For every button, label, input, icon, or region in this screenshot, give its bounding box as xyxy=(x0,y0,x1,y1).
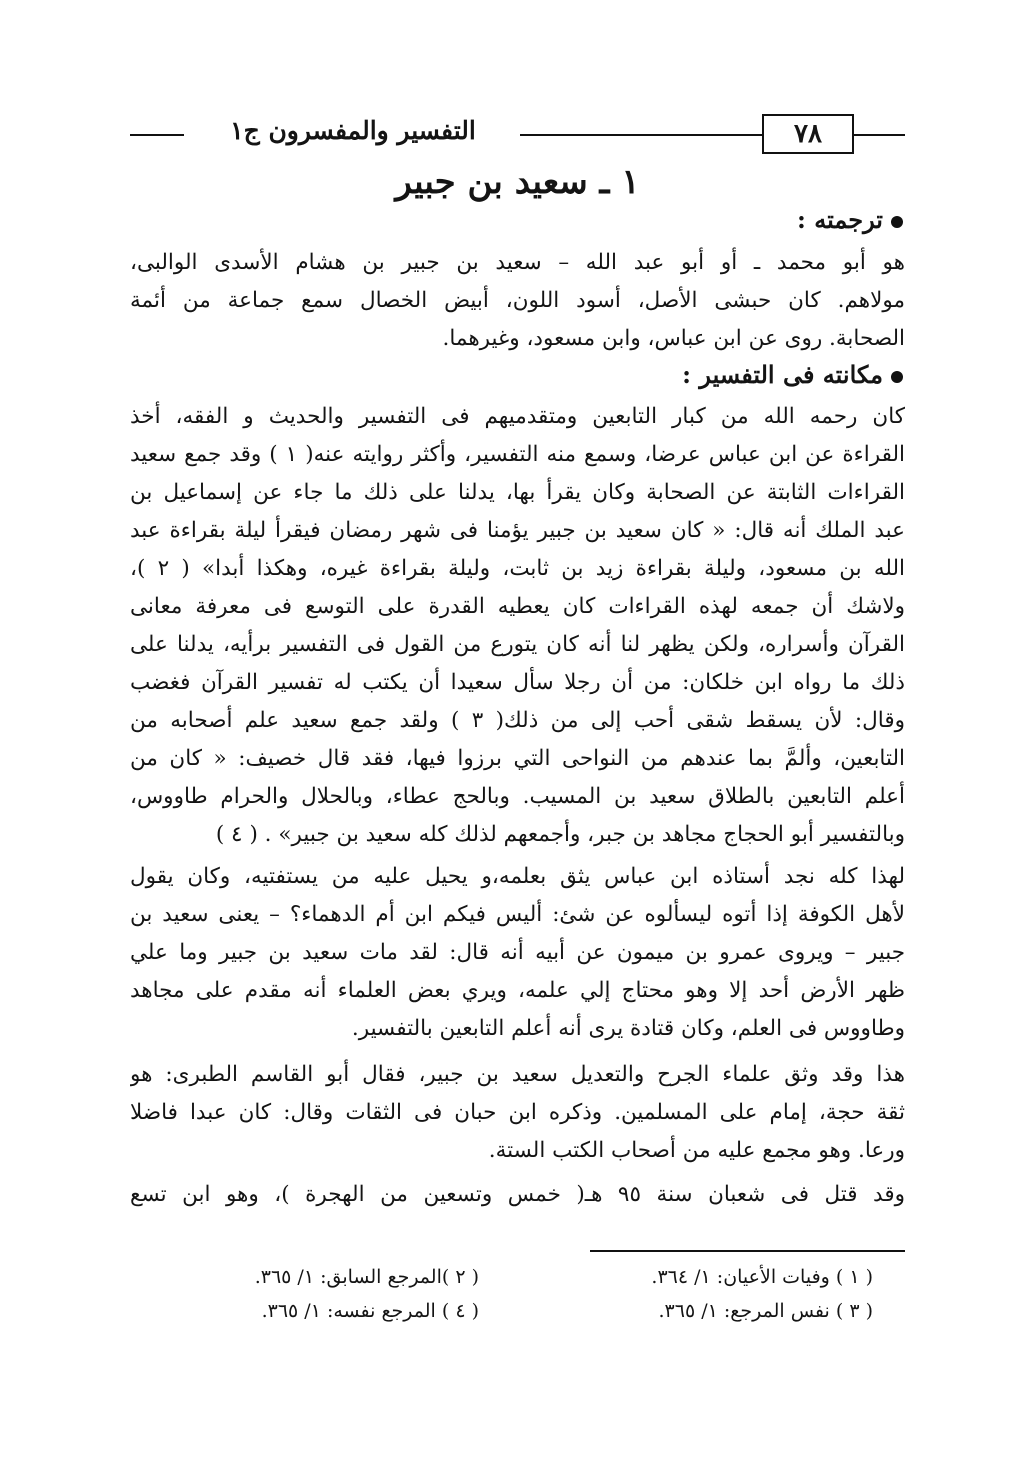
text-line: لأهل الكوفة إذا أتوه ليسألوه عن شئ: أليس فيكم ابن أم الدهماء؟ – يعنى سعيد بن xyxy=(130,902,905,927)
text-line: وقال: لأن يسقط شقى أحب إلى من ذلك( ٣ ) ولقد جمع سعيد علم أصحابه من xyxy=(130,708,905,733)
text-line: كان رحمه الله من كبار التابعين ومتقدميهم فى التفسير والحديث و الفقه، أخذ xyxy=(130,404,905,429)
footnote-separator xyxy=(590,1250,905,1252)
text-line: ورعا. وهو مجمع عليه من أصحاب الكتب الستة. xyxy=(488,1138,905,1163)
text-line: مولاهم. كان حبشى الأصل، أسود اللون، أبيض الخصال سمع جماعة من أئمة xyxy=(130,288,905,313)
bullet-icon xyxy=(891,371,903,383)
text-line: عبد الملك أنه قال: « كان سعيد بن جبير يؤمنا فى شهر رمضان فيقرأ ليلة بقراءة عبد xyxy=(130,518,905,543)
page-number: ٧٨ xyxy=(762,114,854,154)
text-line: وطاووس فى العلم، وكان قتادة يرى أنه أعلم التابعين بالتفسير. xyxy=(351,1016,905,1041)
text-line: القرآن وأسراره، ولكن يظهر لنا أنه كان يتورع من القول فى التفسير برأيه، يدلنا على xyxy=(130,632,905,657)
section-heading-text: مكانته فى التفسير : xyxy=(682,360,883,389)
running-header xyxy=(130,112,905,162)
text-line: القراءات الثابتة عن الصحابة وكان يقرأ بها، يدلنا على ذلك ما جاء عن إسماعيل بن xyxy=(130,480,905,505)
text-line: أعلم التابعين بالطلاق سعيد بن المسيب. وبالحج عطاء، وبالحلال والحرام طاووس، xyxy=(130,784,905,809)
text-line: هذا وقد وثق علماء الجرح والتعديل سعيد بن جبير، فقال أبو القاسم الطبرى: هو xyxy=(130,1062,905,1087)
section-heading-biography xyxy=(797,205,903,234)
running-title: التفسير والمفسرون ج١ xyxy=(230,116,476,145)
text-line: ذلك ما رواه ابن خلكان: من أن رجلا سأل سعيدا أن يكتب له تفسير القرآن فغضب xyxy=(130,670,905,695)
text-line: الله بن مسعود، وليلة بقراءة زيد بن ثابت، وليلة بقراءة غيره، وهكذا أبدا» ( ٢ )، xyxy=(130,556,905,581)
section-heading-status xyxy=(682,360,903,389)
text-line: هو أبو محمد ـ أو أبو عبد الله – سعيد بن جبير بن هشام الأسدى الوالبى، xyxy=(130,250,905,275)
header-rule-left xyxy=(130,134,184,136)
text-line: ظهر الأرض أحد إلا وهو محتاج إلي علمه، ويري بعض العلماء أنه مقدم على مجاهد xyxy=(130,978,905,1003)
text-line: جبير – ويروى عمرو بن ميمون عن أبيه أنه قال: لقد مات سعيد بن جبير وما علي xyxy=(130,940,905,965)
section-heading-text: ترجمته : xyxy=(797,205,883,234)
footnote-4: ( ٤ ) المرجع نفسه: ١/ ٣٦٥. xyxy=(261,1300,479,1322)
text-line: وقد قتل فى شعبان سنة ٩٥ هـ( خمس وتسعين من الهجرة )، وهو ابن تسع xyxy=(130,1182,905,1207)
text-line: وبالتفسير أبو الحجاج مجاهد بن جبر، وأجمعهم لذلك كله سعيد بن جبير» . ( ٤ ) xyxy=(215,822,905,847)
text-line: القراءة عن ابن عباس عرضا، وسمع منه التفسير، وأكثر روايته عنه( ١ ) وقد جمع سعيد xyxy=(130,442,905,467)
text-line: ولاشك أن جمعه لهذه القراءات كان يعطيه القدرة على التوسع فى معرفة معانى xyxy=(130,594,905,619)
text-line: ثقة حجة، إمام على المسلمين. وذكره ابن حبان فى الثقات وقال: كان عبدا فاضلا xyxy=(130,1100,905,1125)
header-rule-right xyxy=(855,134,905,136)
footnote-1: ( ١ ) وفيات الأعيان: ١/ ٣٦٤. xyxy=(651,1266,873,1288)
text-line: الصحابة. روى عن ابن عباس، وابن مسعود، وغيرهما. xyxy=(442,326,905,351)
chapter-title: ١ ـ سعيد بن جبير xyxy=(395,162,640,202)
footnote-2: ( ٢ )المرجع السابق: ١/ ٣٦٥. xyxy=(254,1266,479,1288)
bullet-icon xyxy=(891,216,903,228)
text-line: لهذا كله نجد أستاذه ابن عباس يثق بعلمه،و يحيل عليه من يستفتيه، وكان يقول xyxy=(130,864,905,889)
footnote-3: ( ٣ ) نفس المرجع: ١/ ٣٦٥. xyxy=(658,1300,873,1322)
text-line: التابعين، وألمَّ بما عندهم من النواحى التي برزوا فيها، فقد قال خصيف: « كان من xyxy=(130,746,905,771)
